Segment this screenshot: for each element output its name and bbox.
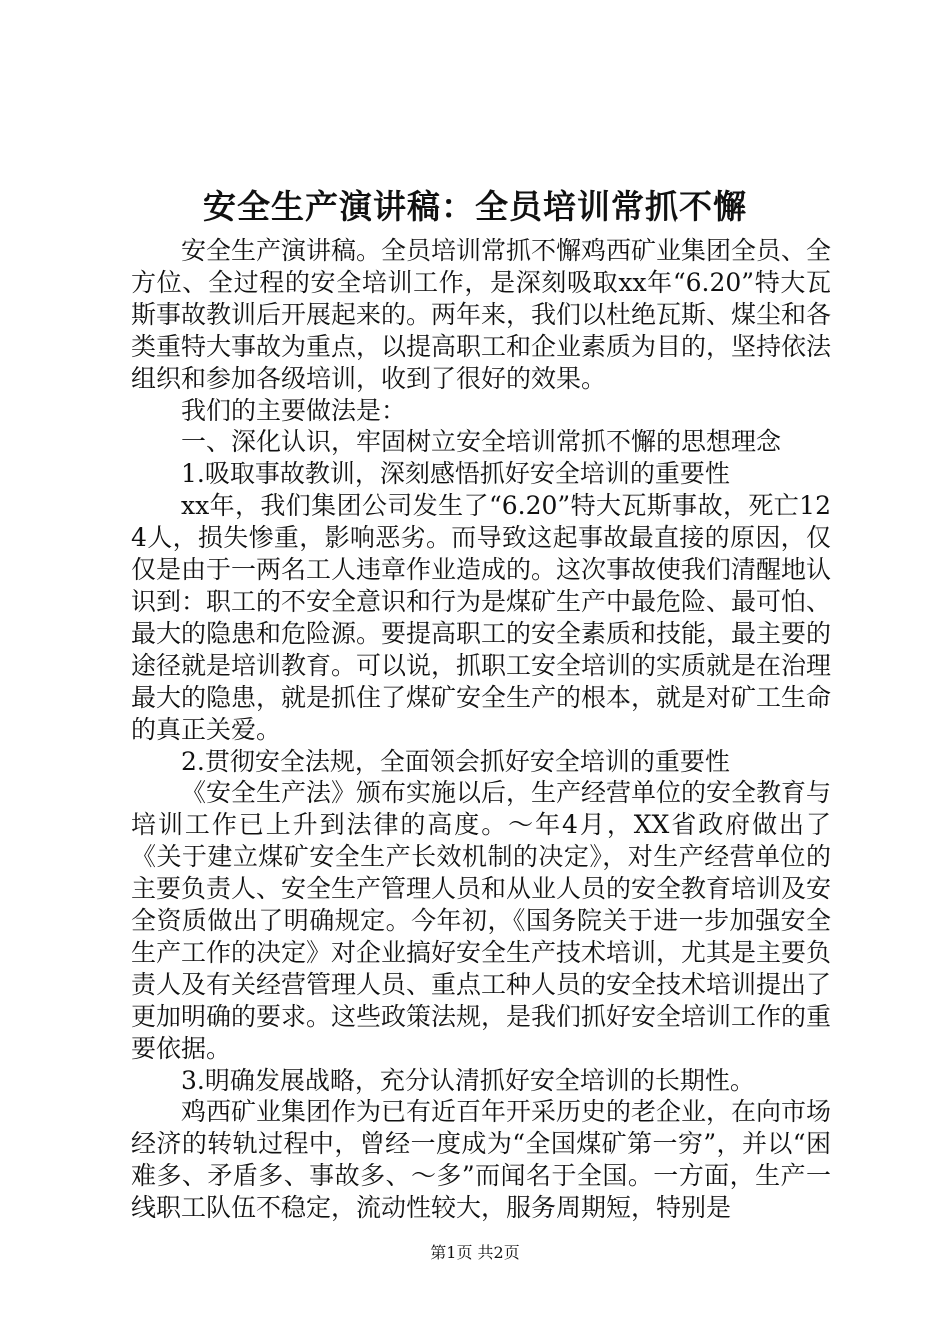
document-body xyxy=(131,235,831,1224)
paragraph-intro: 安全生产演讲稿。全员培训常抓不懈鸡西矿业集团全员、全方位、全过程的安全培训工作，是深刻吸取xx年“6.20”特大瓦斯事故教训后开展起来的。两年来，我们以杜绝瓦斯、煤尘和各类重特大事故为重点，以提高职工和企业素质为目的，坚持依法组织和参加各级培训，收到了很好的效果。 xyxy=(131,236,832,393)
paragraph-accident: xx年，我们集团公司发生了“6.20”特大瓦斯事故，死亡124人，损失惨重，影响恶劣。而导致这起事故最直接的原因，仅仅是由于一两名工人违章作业造成的。这次事故使我们清醒地认识到：职工的不安全意识和行为是煤矿生产中最危险、最可怕、最大的隐患和危险源。要提高职工的安全素质和技能，最主要的途径就是培训教育。可以说，抓职工安全培训的实质就是在治理最大的隐患，就是抓住了煤矿安全生产的根本，就是对矿工生命的真正关爱。 xyxy=(131,491,832,744)
section-heading-1: 一、深化认识，牢固树立安全培训常抓不懈的思想理念 xyxy=(181,427,782,457)
paragraph-strategy: 鸡西矿业集团作为已有近百年开采历史的老企业，在向市场经济的转轨过程中，曾经一度成为“全国煤矿第一穷”，并以“困难多、矛盾多、事故多、～多”而闻名于全国。一方面，生产一线职工队伍不稳定，流动性较大，服务周期短，特别是 xyxy=(131,1097,832,1223)
subheading-1-3: 3.明确发展战略，充分认清抓好安全培训的长期性。 xyxy=(181,1065,755,1095)
paragraph-main-methods: 我们的主要做法是： xyxy=(181,395,407,425)
subheading-1-2: 2.贯彻安全法规，全面领会抓好安全培训的重要性 xyxy=(181,746,730,776)
page-number-footer: 第1页 共2页 xyxy=(430,1243,520,1262)
subheading-1-1: 1.吸取事故教训，深刻感悟抓好安全培训的重要性 xyxy=(181,459,730,489)
page-title: 安全生产演讲稿：全员培训常抓不懈 xyxy=(203,187,747,226)
paragraph-law: 《安全生产法》颁布实施以后，生产经营单位的安全教育与培训工作已上升到法律的高度。～年4月，XX省政府做出了《关于建立煤矿安全生产长效机制的决定》，对生产经营单位的主要负责人、安全生产管理人员和从业人员的安全教育培训及安全资质做出了明确规定。今年初，《国务院关于进一步加强安全生产工作的决定》对企业搞好安全生产技术培训，尤其是主要负责人及有关经营管理人员、重点工种人员的安全技术培训提出了更加明确的要求。这些政策法规，是我们抓好安全培训工作的重要依据。 xyxy=(131,778,832,1063)
